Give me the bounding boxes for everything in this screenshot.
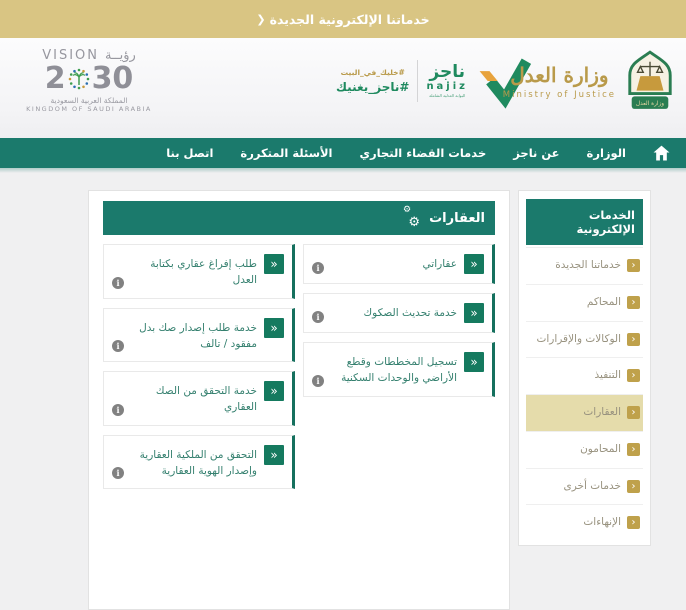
service-card-ownership-verification[interactable] <box>103 435 295 490</box>
top-banner[interactable] <box>0 0 686 38</box>
nav-item-faq[interactable]: الأسئلة المتكررة <box>240 146 333 160</box>
service-card-conveyance-request[interactable] <box>103 244 295 299</box>
chevron-left-icon: ‹ <box>627 406 640 419</box>
moj-name-en: Ministry of Justice <box>502 89 616 100</box>
service-title: تسجيل المخططات وقطع الأراضي والوحدات السكنية <box>341 356 457 385</box>
chevron-left-icon: ‹ <box>627 333 640 346</box>
service-title: خدمة تحديث الصكوك <box>363 307 457 319</box>
sidebar-item-other-services[interactable] <box>526 468 643 505</box>
chevron-double-left-icon: « <box>264 254 284 274</box>
sidebar-item-label: خدمات أخرى <box>563 479 621 492</box>
chevron-left-icon: ‹ <box>627 480 640 493</box>
sidebar-item-label: المحامون <box>580 442 621 455</box>
sidebar-item-label: المحاكم <box>586 295 621 308</box>
chevron-left-icon: ‹ <box>627 259 640 272</box>
main-nav <box>0 138 686 168</box>
sidebar-item-label: خدماتنا الجديدة <box>555 259 621 271</box>
najiz-name-ar: ناجز <box>429 62 465 82</box>
info-icon[interactable]: i <box>112 467 124 479</box>
chevron-double-left-icon: « <box>264 445 284 465</box>
najiz-wordmark <box>426 64 468 98</box>
vision-digit-2: 2 <box>44 61 66 96</box>
najiz-hashtags <box>336 68 409 94</box>
services-sidebar <box>518 190 651 546</box>
info-icon[interactable]: i <box>312 262 324 274</box>
sidebar-item-courts[interactable] <box>526 284 643 321</box>
chevron-left-icon: ‹ <box>627 296 640 309</box>
moj-emblem-icon <box>624 50 676 112</box>
service-title: طلب إفراغ عقاري بكتابة العدل <box>150 258 257 287</box>
service-title: خدمة التحقق من الصك العقاري <box>155 385 257 414</box>
chevron-left-icon: ❮ <box>256 13 266 26</box>
chevron-double-left-icon: « <box>464 303 484 323</box>
sidebar-item-real-estate[interactable] <box>526 394 643 431</box>
najiz-tagline: البوابة العدلية الشاملة <box>429 93 466 98</box>
hashtag-stay-home: #خليك_في_البيت <box>340 68 405 77</box>
service-card-my-properties[interactable] <box>303 244 495 284</box>
nav-item-contact-us[interactable]: اتصل بنا <box>166 146 214 160</box>
sidebar-item-new-services[interactable] <box>526 247 643 284</box>
chevron-double-left-icon: « <box>264 318 284 338</box>
moj-name-ar: وزارة العدل <box>510 62 609 87</box>
service-card-replacement-deed[interactable] <box>103 308 295 363</box>
nav-item-about-najiz[interactable]: عن ناجز <box>513 146 560 160</box>
najiz-name-en: najiz <box>426 81 468 92</box>
hashtag-najiz: #ناجز_يغنيك <box>336 80 410 94</box>
sidebar-item-enforcement[interactable] <box>526 357 643 394</box>
service-title: التحقق من الملكية العقارية وإصدار الهوية العقارية <box>139 448 257 477</box>
chevron-left-icon: ‹ <box>627 516 640 529</box>
service-card-deeds-update[interactable] <box>303 293 495 333</box>
vision-country-ar: المملكة العربية السعودية <box>50 96 128 105</box>
sidebar-item-lawyers[interactable] <box>526 431 643 468</box>
cards-column-right <box>303 244 495 489</box>
chevron-left-icon: ‹ <box>627 443 640 456</box>
cards-column-left <box>103 244 295 489</box>
sidebar-item-label: العقارات <box>583 406 621 418</box>
service-card-deed-verification[interactable] <box>103 371 295 426</box>
banner-text: خدماتنا الإلكترونية الجديدة <box>269 11 430 27</box>
info-icon[interactable]: i <box>312 375 324 387</box>
cogs-icon: ⚙ ⚙ <box>403 205 421 230</box>
chevron-double-left-icon: « <box>464 352 484 372</box>
real-estate-panel <box>88 190 510 610</box>
site-header <box>0 38 686 138</box>
svg-text:وزارة العدل: وزارة العدل <box>635 101 665 108</box>
service-card-plans-registration[interactable] <box>303 342 495 397</box>
panel-title: العقارات <box>429 210 485 226</box>
sidebar-item-label: الإنهاءات <box>583 516 621 529</box>
info-icon[interactable]: i <box>112 277 124 289</box>
chevron-left-icon: ‹ <box>627 369 640 382</box>
info-icon[interactable]: i <box>112 340 124 352</box>
vision-word-en: VISION <box>42 48 99 63</box>
service-title: خدمة طلب إصدار صك بدل مفقود / تالف <box>139 321 257 350</box>
chevron-double-left-icon: « <box>464 254 484 274</box>
panel-header <box>103 201 495 235</box>
najiz-logo <box>336 56 530 106</box>
sidebar-item-terminations[interactable] <box>526 504 643 541</box>
vision-word-ar: رؤيــة <box>105 48 136 63</box>
vision-2030-logo <box>14 48 164 113</box>
vision-digits-30: 30 <box>91 61 134 96</box>
sidebar-item-label: التنفيذ <box>594 369 621 382</box>
vision-2030-palm-icon <box>66 63 92 95</box>
header-divider <box>417 60 418 102</box>
service-title: عقاراتي <box>422 258 457 270</box>
sidebar-title: الخدمات الإلكترونية <box>526 199 643 245</box>
chevron-double-left-icon: « <box>264 381 284 401</box>
sidebar-item-label: الوكالات والإقرارات <box>536 332 621 345</box>
info-icon[interactable]: i <box>312 311 324 323</box>
ministry-of-justice-logo <box>503 50 676 112</box>
nav-item-commercial-judiciary[interactable]: خدمات القضاء التجاري <box>359 146 487 160</box>
nav-item-ministry[interactable]: الوزارة <box>586 146 626 160</box>
info-icon[interactable]: i <box>112 404 124 416</box>
sidebar-item-agencies[interactable] <box>526 321 643 358</box>
service-cards <box>103 244 495 489</box>
vision-country-en: KINGDOM OF SAUDI ARABIA <box>26 105 152 113</box>
home-icon[interactable] <box>653 145 670 161</box>
content-area <box>0 173 686 610</box>
